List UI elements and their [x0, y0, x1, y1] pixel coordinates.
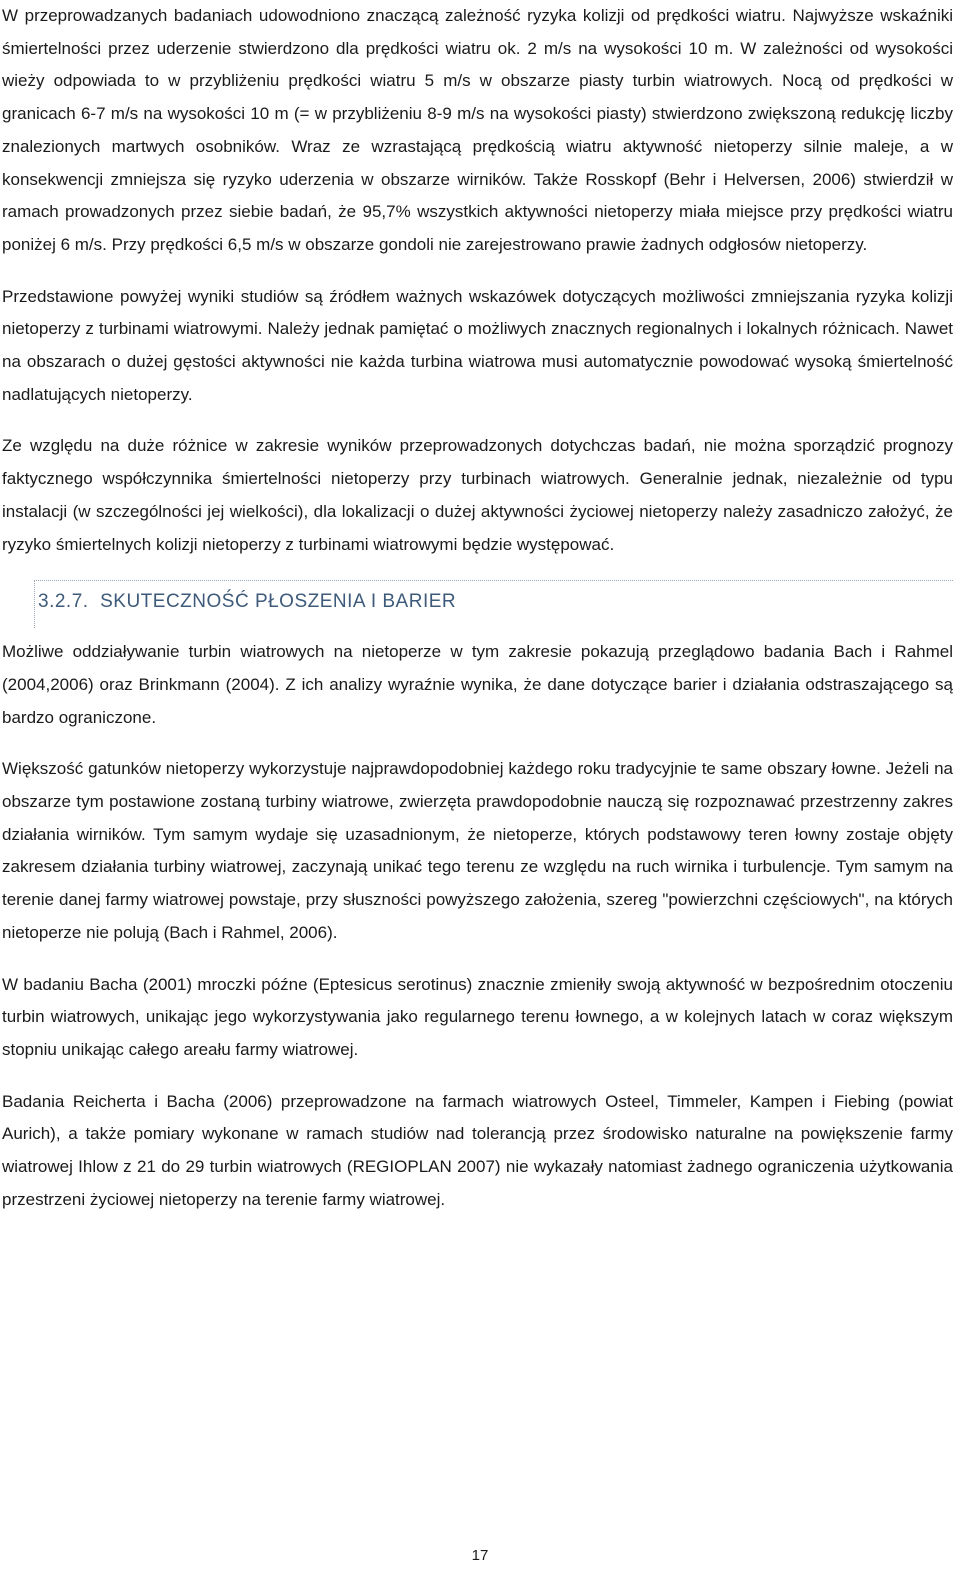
paragraph-bach-2001-study: W badaniu Bacha (2001) mroczki późne (Eptesicus serotinus) znacznie zmieniły swoją aktywność w bezpośrednim otoczeniu turbin wiatrowych, unikając jego wykorzystywania jako regularnego terenu łownego, a w kolejnych latach w coraz większym stopniu unikając całego areału farmy wiatrowej.: [2, 974, 953, 1059]
paragraph-study-results-guidance: Przedstawione powyżej wyniki studiów są źródłem ważnych wskazówek dotyczących możliwości zmniejszania ryzyka kolizji nietoperzy z turbinami wiatrowymi. Należy jednak pamiętać o możliwych znacznych regionalnych i lokalnych różnicach. Nawet na obszarach o dużej gęstości aktywności nie każda turbina wiatrowa musi automatycznie powodować wysoką śmiertelność nadlatujących nietoperzy.: [2, 286, 953, 404]
heading-dotted-rule-top: [34, 580, 953, 581]
page-number: 17: [471, 1547, 489, 1564]
paragraph-hunting-areas: Większość gatunków nietoperzy wykorzystuje najprawdopodobniej każdego roku tradycyjnie te same obszary łowne. Jeżeli na obszarze tym postawione zostaną turbiny wiatrowe, zwierzęta prawdopodobnie nauczą się rozpoznawać przestrzenny zakres działania wirników. Tym samym wydaje się uzasadnionym, że nietoperze, których podstawowy teren łowny zostaje objęty zakresem działania turbiny wiatrowej, zaczynają unikać tego terenu ze względu na ruch wirnika i turbulencje. Tym samym na terenie danej farmy wiatrowej powstaje, przy słuszności powyższego założenia, szereg "powierzchni częściowych", na których nietoperze nie polują (Bach i Rahmel, 2006).: [2, 759, 953, 942]
section-heading-block: [2, 580, 953, 628]
paragraph-reichert-bach-2006-study: Badania Reicherta i Bacha (2006) przeprowadzone na farmach wiatrowych Osteel, Timmeler, Kampen i Fiebing (powiat Aurich), a także pomiary wykonane w ramach studiów nad tolerancją przez środowisko naturalne na powiększenie farmy wiatrowej Ihlow z 21 do 29 turbin wiatrowych (REGIOPLAN 2007) nie wykazały natomiast żadnego ograniczenia użytkowania przestrzeni życiowej nietoperzy na terenie farmy wiatrowej.: [2, 1091, 953, 1209]
paragraph-barrier-review: Możliwe oddziaływanie turbin wiatrowych na nietoperze w tym zakresie pokazują przeglądowo badania Bach i Rahmel (2004,2006) oraz Brinkmann (2004). Z ich analizy wyraźnie wynika, że dane dotyczące barier i działania odstraszającego są bardzo ograniczone.: [2, 642, 953, 727]
section-heading: 3.2.7. SKUTECZNOŚĆ PŁOSZENIA I BARIER: [38, 591, 457, 613]
paragraph-wind-speed-collision-risk: W przeprowadzanych badaniach udowodniono znaczącą zależność ryzyka kolizji od prędkości wiatru. Najwyższe wskaźniki śmiertelności przez uderzenie stwierdzono dla prędkości wiatru ok. 2 m/s na wysokości 10 m. W zależności od wysokości wieży odpowiada to w przybliżeniu prędkości wiatru 5 m/s w obszarze piasty turbin wiatrowych. Nocą od prędkości w granicach 6-7 m/s na wysokości 10 m (= w przybliżeniu 8-9 m/s na wysokości piasty) stwierdzono zwiększoną redukcję liczby znalezionych martwych osobników. Wraz ze wzrastającą prędkością wiatru aktywność nietoperzy silnie maleje, a w konsekwencji zmniejsza się ryzyko uderzenia w obszarze wirników. Także Rosskopf (Behr i Helversen, 2006) stwierdził w ramach prowadzonych przez siebie badań, że 95,7% wszystkich aktywności nietoperzy miała miejsce przy prędkości wiatru poniżej 6 m/s. Przy prędkości 6,5 m/s w obszarze gondoli nie zarejestrowano prawie żadnych odgłosów nietoperzy.: [2, 6, 953, 254]
paragraph-mortality-prognosis: Ze względu na duże różnice w zakresie wyników przeprowadzonych dotychczas badań, nie można sporządzić prognozy faktycznego współczynnika śmiertelności nietoperzy przy turbinach wiatrowych. Generalnie jednak, niezależnie od typu instalacji (w szczególności jej wielkości), dla lokalizacji o dużej aktywności życiowej nietoperzy należy zasadniczo założyć, że ryzyko śmiertelnych kolizji nietoperzy z turbinami wiatrowymi będzie występować.: [2, 436, 953, 554]
heading-dotted-rule-left: [34, 580, 35, 628]
